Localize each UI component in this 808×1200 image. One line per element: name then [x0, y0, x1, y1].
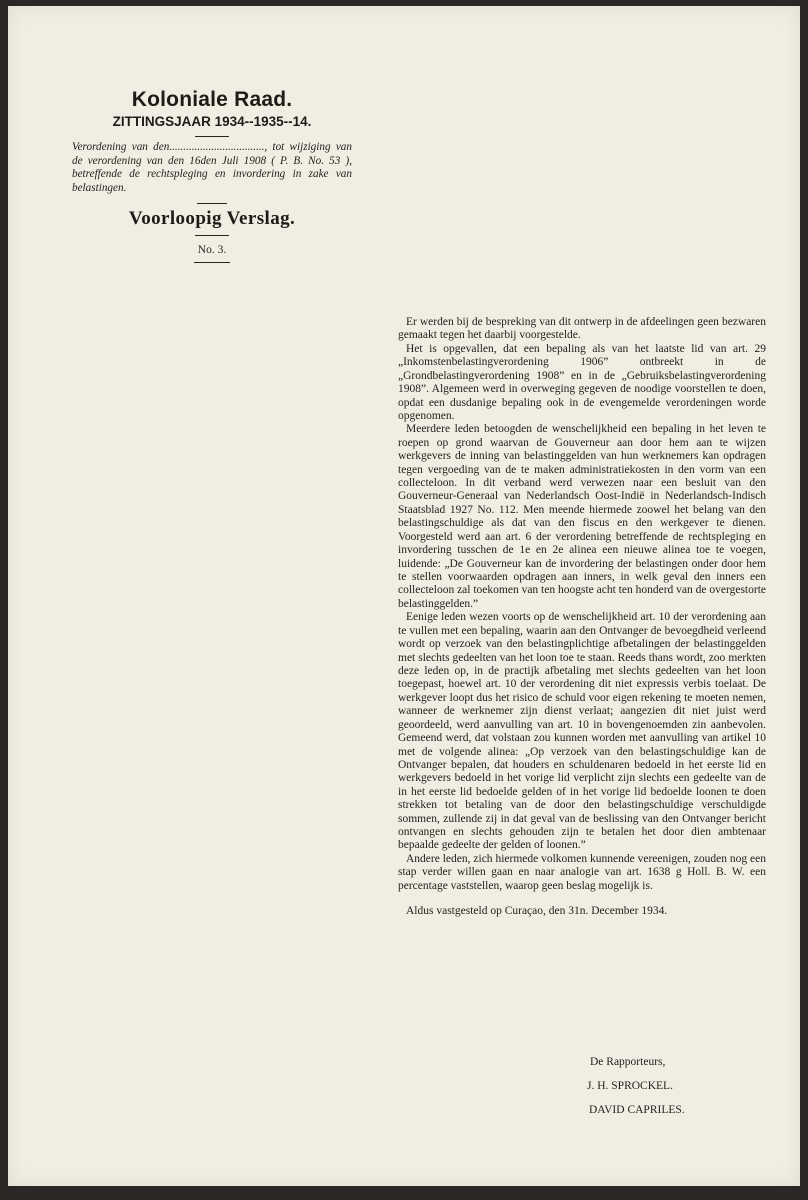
body-paragraph: Eenige leden wezen voorts op de wenschelijkheid art. 10 der verordening aan te vullen met een bepaling, waarin aan den Ontvanger de bevoegdheid verleend wordt op verzoek van den belastingplichtige afbetalingen der belastinggelden met slechts gedeelten van het loon toe te staan. Reeds thans wordt, zoo merkten deze leden op, in de practijk afbetaling met slechts gedeelten van het loon toegepast, hoewel art. 10 der verordening dit niet expressis verbis toelaat. De werkgever loopt dus het risico de schuld voor eigen rekening te moeten nemen, wanneer de werknemer zijn dienst verlaat; aangezien dit niet juist werd geoordeeld, werd aanvulling van art. 10 in bovengenoemden zin aanbevolen. Gemeend werd, dat volstaan zou kunnen worden met aanvulling van artikel 10 met de volgende alinea: „Op verzoek van den belastingschuldige kan de Ontvanger bepalen, dat houders en schuldenaren bedoeld in het eerste lid en werkgevers bedoeld in het vorige lid verplicht zijn slechts een gedeelte van de in het eerste lid bedoelde gelden of in het vorige lid bedoelde loonen te doen strekken tot betaling van de door den belastingschuldige verschuldigde sommen, zullende zij in dat geval van de beslissing van den Ontvanger bericht ontvangen en slechts gehouden zijn te betalen het door dien ambtenaar bepaalde gedeelte der gelden of loonen.” [398, 611, 766, 852]
closing-line: Aldus vastgesteld op Curaçao, den 31n. December 1934. [406, 905, 668, 918]
body-paragraph: Er werden bij de bespreking van dit ontwerp in de afdeelingen geen bezwaren gemaakt tegen het daarbij voorgestelde. [398, 316, 766, 342]
council-title: Koloniale Raad. [131, 88, 293, 111]
body-paragraph: Het is opgevallen, dat een bepaling als van het laatste lid van art. 29 „Inkomstenbelastingverordening 1906” ontbreekt in de „Grondbelastingverordening 1908” en in de „Gebruiksbelastingverordening 1908”. Algemeen werd in overweging gegeven de noodige voorstellen te doen, opdat een dusdanige bepaling ook in de evengemelde verordeningen worde opgenomen. [398, 342, 766, 422]
document-page [8, 6, 800, 1186]
report-number: No. 3. [197, 244, 227, 257]
body-paragraph: Meerdere leden betoogden de wenschelijkheid een bepaling in het leven te roepen op grond waarvan de Gouverneur aan door hem aan te wijzen werkgevers de inning van belastinggelden van hun werknemers kan opdragen tegen vergoeding van de te maken administratiekosten in den vorm van een collecteloon. In dit verband werd verwezen naar een besluit van den Gouverneur-Generaal van Nederlandsch Oost-Indië in Nederlandsch-Indisch Staatsblad 1927 No. 112. Men meende hiermede zoowel het belang van den belastingschuldige als dat van den fiscus en den werkgever te dienen. Voorgesteld werd aan art. 6 der verordening betreffende de rechtspleging en invordering tusschen de 1e en 2e alinea een nieuwe alinea toe te voegen, luidende: „De Gouverneur kan de invordering der belastingen onder door hem te stellen voorwaarden opdragen aan inners, in welk geval den inners een collecteloon zal toekomen van ten hoogste acht ten honderd van de overgestorte belastinggelden.” [398, 423, 766, 610]
report-body [398, 316, 766, 919]
signatory-name: DAVID CAPRILES. [589, 1104, 685, 1116]
signatory-name: J. H. SPROCKEL. [587, 1080, 673, 1092]
divider [195, 136, 229, 137]
signature-block [584, 1056, 784, 1128]
rapporteurs-label: De Rapporteurs, [590, 1056, 666, 1068]
divider [197, 203, 227, 204]
report-title: Voorloopig Verslag. [128, 208, 296, 230]
header-block [72, 88, 352, 263]
divider [194, 262, 230, 263]
ordinance-description: Verordening van den.................................., tot wijziging van de verordening van den 16den Juli 1908 ( P. B. No. 53 ), betreffende de rechtspleging en invordering in zake van belastingen. [72, 141, 352, 194]
body-paragraph: Andere leden, zich hiermede volkomen kunnende vereenigen, zouden nog een stap verder willen gaan en naar analogie van art. 1638 g Holl. B. W. een percentage vaststellen, waarop geen beslag mogelijk is. [398, 852, 766, 892]
session-year: ZITTINGSJAAR 1934--1935--14. [112, 114, 312, 129]
divider [195, 235, 229, 236]
